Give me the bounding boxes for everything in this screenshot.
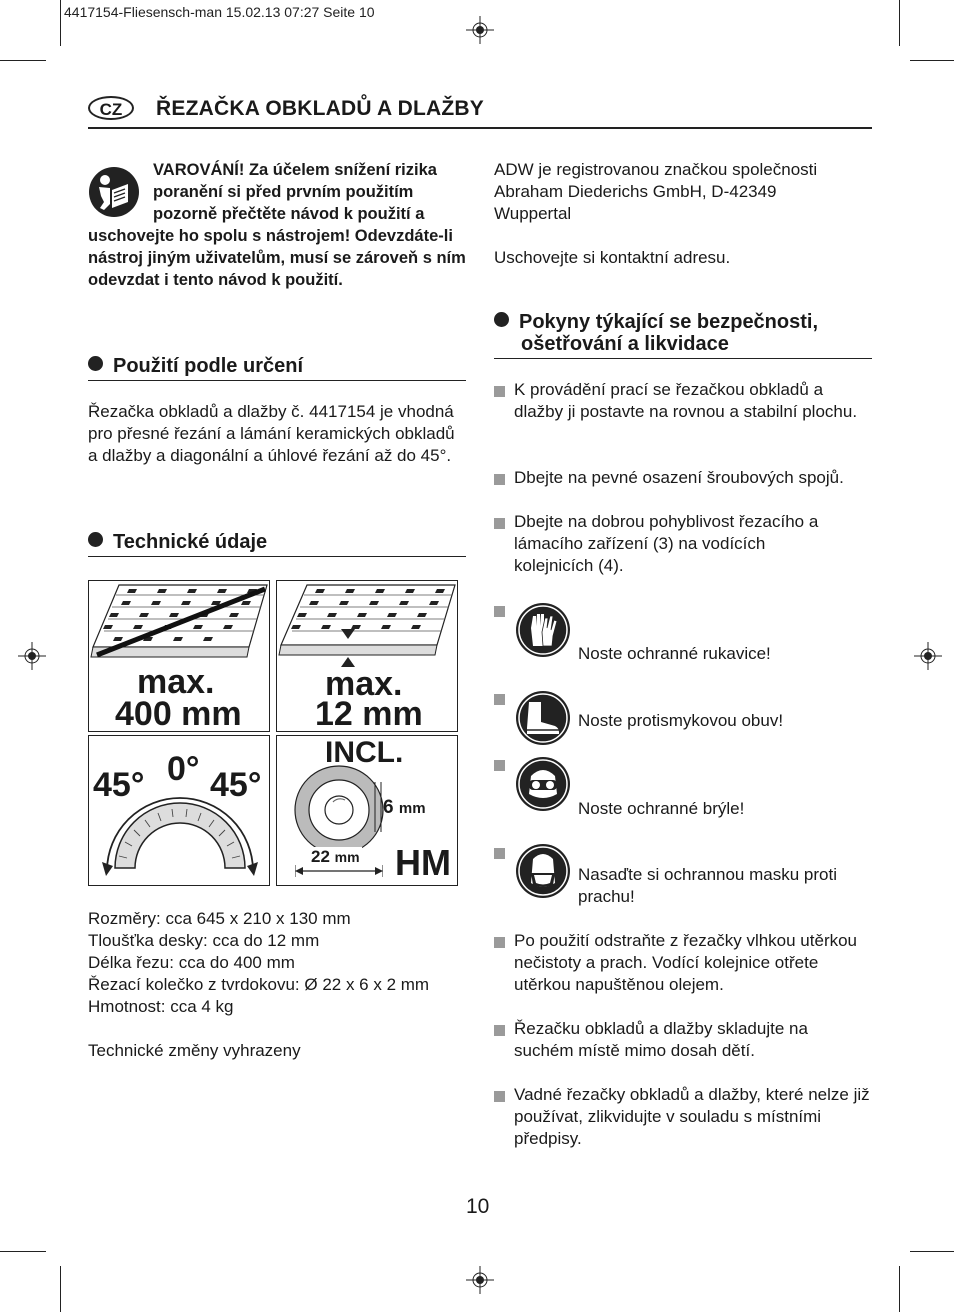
section-heading-label: Technické údaje — [113, 531, 268, 553]
spec-panel-angle — [88, 735, 270, 886]
safety-item-text: Dbejte na pevné osazení šroubových spojů. — [514, 468, 844, 487]
wheel-thickness-unit: mm — [398, 800, 426, 817]
keep-address-note: Uschovejte si kontaktní adresu. — [494, 248, 731, 267]
mask-text: Nasaďte si ochrannou masku proti prachu! — [578, 865, 837, 906]
angle-label-right: 45° — [210, 766, 262, 804]
spec-item: Rozměry: cca 645 x 210 x 130 mm — [88, 909, 351, 928]
spec-value-cut-length: 400 mm — [115, 695, 242, 732]
wheel-diameter-number: 22 — [311, 847, 330, 866]
tile-diagonal-illustration — [89, 581, 269, 661]
bullet-icon — [88, 532, 103, 547]
wheel-thickness-value — [383, 797, 426, 819]
bullet-icon — [494, 312, 509, 327]
square-bullet-icon — [494, 1091, 505, 1102]
safety-goggles-icon — [515, 756, 571, 812]
registration-mark-icon — [914, 642, 942, 670]
wheel-diameter-unit: mm — [334, 849, 360, 865]
crop-mark — [0, 60, 46, 61]
bullet-icon — [88, 356, 103, 371]
protractor-scale-icon — [97, 796, 263, 884]
included-label: INCL. — [325, 736, 404, 769]
warning-text: VAROVÁNÍ! Za účelem snížení rizika poranění si před prvním použitím pozorně přečtěte návod k použití a — [153, 161, 437, 223]
crop-mark — [899, 1266, 900, 1312]
section-heading-label: Pokyny týkající se bezpečnosti, — [519, 311, 819, 333]
section-divider — [494, 358, 872, 359]
spec-item: Délka řezu: cca do 400 mm — [88, 953, 295, 972]
safety-item — [494, 511, 872, 577]
section-divider — [88, 380, 466, 381]
spec-panel-cutting-wheel — [276, 735, 458, 886]
section-heading-label-line2: ošetřování a likvidace — [521, 333, 729, 355]
warning-text-continued: uschovejte ho spolu s nástrojem! Odevzdáte-li nástroj jiným uživatelům, musí se zároveň s ním odevzdat i tento návod k použití. — [88, 227, 466, 289]
gloves-icon — [515, 602, 571, 658]
safety-item-text: Dbejte na dobrou pohyblivost řezacího a lámacího zařízení (3) na vodících kolejnicích (4). — [514, 512, 819, 575]
crop-mark — [60, 1266, 61, 1312]
intended-use-text: Řezačka obkladů a dlažby č. 4417154 je vhodná pro přesné řezání a lámání keramických obkladů a dlažby a diagonální a úhlové řezání až do 45°. — [88, 402, 455, 465]
section-divider — [88, 556, 466, 557]
section-heading-technical — [88, 531, 466, 553]
square-bullet-icon — [494, 386, 505, 397]
technical-note: Technické změny vyhrazeny — [88, 1041, 301, 1060]
company-info: ADW je registrovanou značkou společnosti Abraham Diederichs GmbH, D-42349 Wuppertal — [494, 160, 818, 223]
hard-metal-label: HM — [395, 842, 451, 883]
safety-item — [494, 1084, 872, 1150]
shoes-text: Noste protismykovou obuv! — [578, 711, 784, 730]
spec-panel-cut-length — [88, 580, 270, 732]
angle-label-left: 45° — [93, 766, 145, 804]
safety-item-text: Řezačku obkladů a dlažby skladujte na suchém místě mimo dosah dětí. — [514, 1019, 808, 1060]
safety-shoes-icon — [515, 690, 571, 746]
goggles-text: Noste ochranné brýle! — [578, 799, 745, 818]
safety-item-text: Vadné řezačky obkladů a dlažby, které nelze již používat, zlikvidujte v souladu s místními předpisy. — [514, 1085, 870, 1148]
square-bullet-icon — [494, 474, 505, 485]
square-bullet-icon — [494, 937, 505, 948]
square-bullet-icon — [494, 694, 505, 705]
language-badge: CZ — [88, 96, 134, 120]
angle-label-center: 0° — [167, 750, 200, 788]
read-manual-icon — [88, 166, 140, 218]
square-bullet-icon — [494, 760, 505, 771]
square-bullet-icon — [494, 848, 505, 859]
section-heading-intended-use — [88, 355, 466, 377]
registration-mark-icon — [18, 642, 46, 670]
section-heading-safety — [494, 311, 872, 355]
registration-mark-icon — [466, 1266, 494, 1294]
spec-label-max: max. — [325, 665, 403, 703]
spec-label-max: max. — [137, 663, 215, 701]
crop-mark — [60, 0, 61, 46]
spec-list — [88, 908, 466, 1018]
crop-mark — [910, 1251, 954, 1252]
square-bullet-icon — [494, 606, 505, 617]
print-header: 4417154-Fliesensch-man 15.02.13 07:27 Seite 10 — [64, 4, 375, 20]
gloves-text: Noste ochranné rukavice! — [578, 644, 771, 663]
spec-value-thickness: 12 mm — [315, 695, 423, 732]
section-heading-label: Použití podle určení — [113, 355, 304, 377]
safety-item — [494, 379, 872, 423]
safety-item-text: Po použití odstraňte z řezačky vlhkou utěrkou nečistoty a prach. Vodící kolejnice otřete utěrkou napuštěnou olejem. — [514, 931, 858, 994]
safety-item — [494, 467, 872, 489]
spec-item: Tloušťka desky: cca do 12 mm — [88, 931, 320, 950]
square-bullet-icon — [494, 518, 505, 529]
crop-mark — [0, 1251, 46, 1252]
page-number: 10 — [466, 1195, 490, 1218]
spec-item: Řezací kolečko z tvrdokovu: Ø 22 x 6 x 2 mm — [88, 975, 430, 994]
safety-item-text: K provádění prací se řezačkou obkladů a dlažby ji postavte na rovnou a stabilní plochu. — [514, 380, 858, 421]
title-divider — [88, 127, 872, 129]
dust-mask-icon — [515, 843, 571, 899]
crop-mark — [910, 60, 954, 61]
safety-item — [494, 930, 872, 996]
square-bullet-icon — [494, 1025, 505, 1036]
spec-item: Hmotnost: cca 4 kg — [88, 997, 234, 1016]
safety-item — [494, 1018, 872, 1062]
wheel-diameter-value — [309, 847, 362, 867]
page-title: ŘEZAČKA OBKLADŮ A DLAŽBY — [156, 97, 484, 120]
tile-thickness-illustration — [277, 581, 457, 673]
wheel-thickness-number: 6 — [383, 797, 394, 818]
crop-mark — [899, 0, 900, 46]
registration-mark-icon — [466, 16, 494, 44]
spec-panel-thickness — [276, 580, 458, 732]
